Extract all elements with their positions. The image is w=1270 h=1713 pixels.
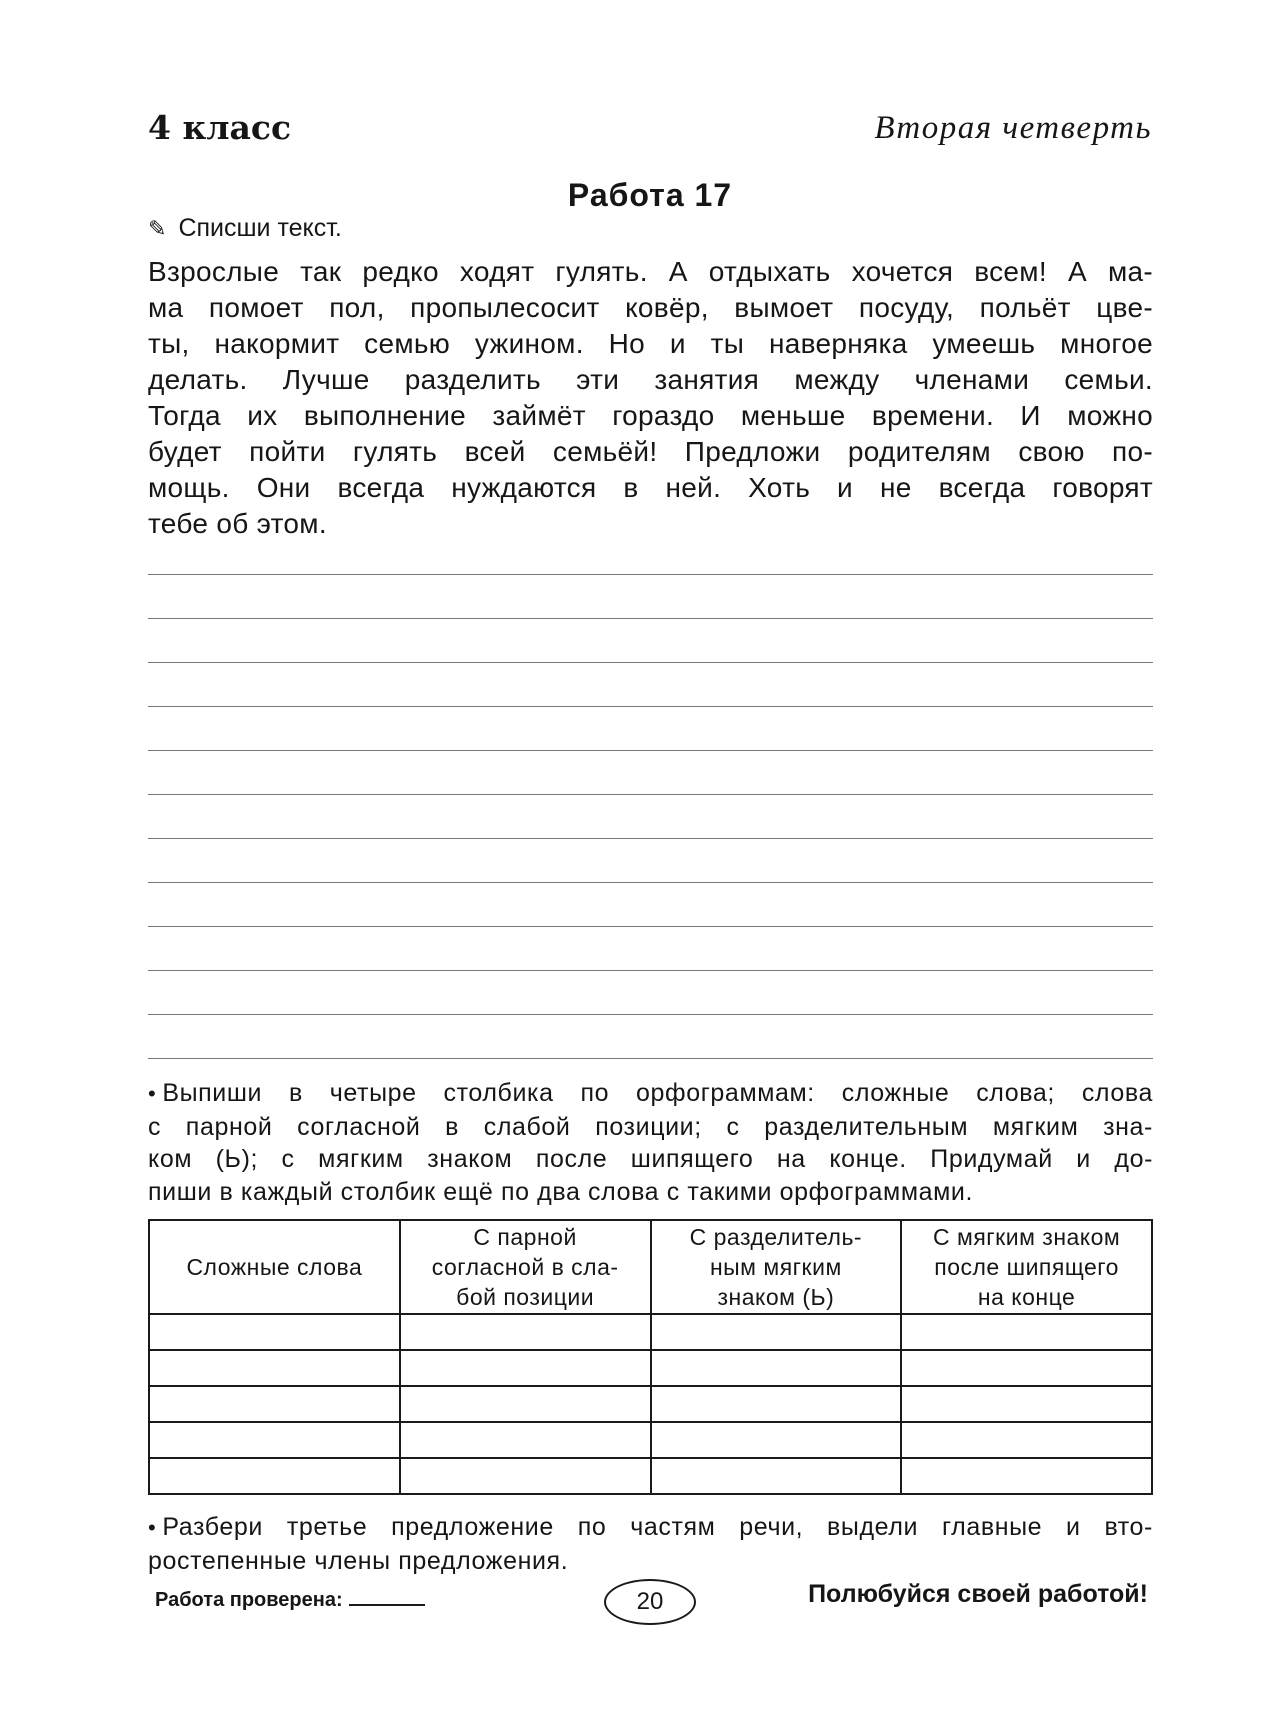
bullet-icon: • bbox=[148, 1081, 157, 1106]
table-cell[interactable] bbox=[149, 1314, 400, 1350]
task3-line: ростепенные члены предложения. bbox=[148, 1546, 569, 1575]
header-line: знаком (Ь) bbox=[717, 1284, 835, 1310]
header-line: на конце bbox=[977, 1284, 1076, 1310]
copy-text-line: мощь. Они всегда нуждаются в ней. Хоть и не всегда говорят bbox=[148, 472, 1153, 503]
table-row bbox=[149, 1314, 1152, 1350]
table-cell[interactable] bbox=[149, 1386, 400, 1422]
table-cell[interactable] bbox=[400, 1458, 651, 1494]
task2-instruction bbox=[148, 1077, 1153, 1208]
copy-text-line: ты, накормит семью ужином. Но и ты наверняка умеешь многое bbox=[148, 328, 1153, 359]
table-row bbox=[149, 1422, 1152, 1458]
copy-text bbox=[148, 254, 1153, 542]
writing-line[interactable] bbox=[148, 1058, 1153, 1059]
col-header-paired-consonant bbox=[400, 1220, 651, 1314]
task2-line: ком (Ь); с мягким знаком после шипящего на конце. Придумай и до- bbox=[148, 1145, 1153, 1173]
copy-text-line: будет пойти гулять всей семьёй! Предложи родителям свою по- bbox=[148, 436, 1153, 467]
header-line: С парной bbox=[473, 1224, 577, 1250]
quarter-label: Вторая четверть bbox=[874, 110, 1152, 146]
task2-line-text: Выпиши в четыре столбика по орфограммам: сложные слова; слова bbox=[162, 1079, 1153, 1107]
signature-blank[interactable] bbox=[349, 1586, 425, 1606]
writing-line[interactable] bbox=[148, 574, 1153, 575]
header-line: согласной в сла- bbox=[431, 1254, 619, 1280]
writing-line[interactable] bbox=[148, 750, 1153, 751]
col-header-soft-sign-after-sibilant bbox=[901, 1220, 1152, 1314]
header-line: С мягким знаком bbox=[933, 1224, 1121, 1250]
task2-line: пиши в каждый столбик ещё по два слова с такими орфограммами. bbox=[148, 1177, 974, 1206]
writing-line[interactable] bbox=[148, 794, 1153, 795]
copy-text-line: ма помоет пол, пропылесосит ковёр, вымоет посуду, польёт цве- bbox=[148, 292, 1153, 323]
page-number: 20 bbox=[604, 1579, 696, 1625]
table-row bbox=[149, 1386, 1152, 1422]
col-header-separating-soft-sign bbox=[651, 1220, 902, 1314]
table-cell[interactable] bbox=[901, 1314, 1152, 1350]
writing-line[interactable] bbox=[148, 838, 1153, 839]
header-line: после шипящего bbox=[934, 1254, 1119, 1280]
motto: Полюбуйся своей работой! bbox=[808, 1580, 1148, 1608]
table-cell[interactable] bbox=[149, 1350, 400, 1386]
table-cell[interactable] bbox=[901, 1458, 1152, 1494]
task3-instruction bbox=[148, 1511, 1153, 1577]
task1-text: Списши текст. bbox=[178, 214, 342, 242]
bullet-icon: • bbox=[148, 1515, 157, 1540]
table-cell[interactable] bbox=[651, 1314, 902, 1350]
table-cell[interactable] bbox=[149, 1458, 400, 1494]
table-cell[interactable] bbox=[400, 1386, 651, 1422]
table-cell[interactable] bbox=[651, 1422, 902, 1458]
col-header-compound-words bbox=[149, 1220, 400, 1314]
table-row bbox=[149, 1350, 1152, 1386]
header-line: бой позиции bbox=[456, 1284, 595, 1310]
work-checked-label: Работа проверена: bbox=[155, 1589, 343, 1611]
table-cell[interactable] bbox=[651, 1386, 902, 1422]
copy-text-line: Взрослые так редко ходят гулять. А отдыхать хочется всем! А ма- bbox=[148, 256, 1153, 287]
writing-line[interactable] bbox=[148, 706, 1153, 707]
table-cell[interactable] bbox=[901, 1386, 1152, 1422]
header-line: Сложные слова bbox=[186, 1254, 363, 1280]
table-cell[interactable] bbox=[901, 1350, 1152, 1386]
writing-line[interactable] bbox=[148, 618, 1153, 619]
work-checked bbox=[155, 1586, 425, 1612]
table-cell[interactable] bbox=[400, 1350, 651, 1386]
orthogram-table bbox=[148, 1219, 1153, 1495]
writing-line[interactable] bbox=[148, 926, 1153, 927]
writing-line[interactable] bbox=[148, 882, 1153, 883]
grade-label: 4 класс bbox=[148, 108, 292, 147]
work-title: Работа 17 bbox=[567, 177, 733, 213]
header-line: ным мягким bbox=[709, 1254, 842, 1280]
copy-text-line: Тогда их выполнение займёт гораздо меньше времени. И можно bbox=[148, 400, 1153, 431]
table-row bbox=[149, 1458, 1152, 1494]
task3-line-text: Разбери третье предложение по частям речи, выдели главные и вто- bbox=[162, 1513, 1153, 1541]
table-header-row bbox=[149, 1220, 1152, 1314]
task3-line bbox=[148, 1511, 1153, 1545]
writing-line[interactable] bbox=[148, 1014, 1153, 1015]
table-cell[interactable] bbox=[149, 1422, 400, 1458]
pencil-icon: ✎ bbox=[148, 215, 167, 241]
table-cell[interactable] bbox=[651, 1458, 902, 1494]
table-cell[interactable] bbox=[400, 1314, 651, 1350]
task2-line bbox=[148, 1077, 1153, 1111]
task2-line: с парной согласной в слабой позиции; с разделительным мягким зна- bbox=[148, 1112, 1153, 1141]
copy-text-line: тебе об этом. bbox=[148, 508, 327, 539]
table-cell[interactable] bbox=[651, 1350, 902, 1386]
writing-line[interactable] bbox=[148, 970, 1153, 971]
table-cell[interactable] bbox=[400, 1422, 651, 1458]
table-cell[interactable] bbox=[901, 1422, 1152, 1458]
writing-line[interactable] bbox=[148, 662, 1153, 663]
copy-text-line: делать. Лучше разделить эти занятия между членами семьи. bbox=[148, 364, 1153, 395]
task1-instruction bbox=[148, 214, 342, 243]
header-line: С разделитель- bbox=[689, 1224, 863, 1250]
